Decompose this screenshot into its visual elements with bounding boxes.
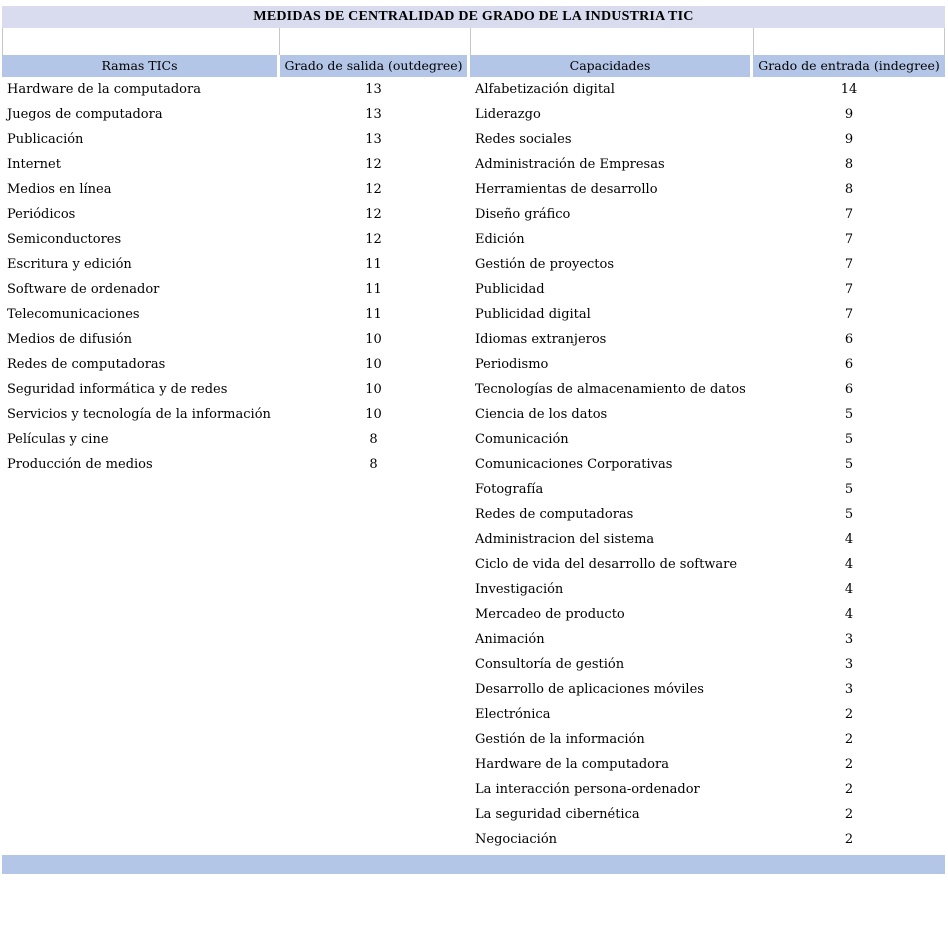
capacidad-label: Gestión de proyectos xyxy=(475,257,615,272)
capacidad-label: Tecnologías de almacenamiento de datos xyxy=(475,382,746,397)
outdegree-value: 10 xyxy=(365,407,382,422)
table-row xyxy=(470,352,945,377)
table-row xyxy=(470,452,945,477)
indegree-value: 7 xyxy=(844,257,854,272)
header-row xyxy=(2,55,945,77)
indegree-value: 3 xyxy=(844,682,854,697)
indegree-value: 2 xyxy=(844,807,854,822)
outdegree-value: 10 xyxy=(365,332,382,347)
outdegree-value: 13 xyxy=(365,107,382,122)
capacidad-label: Comunicaciones Corporativas xyxy=(475,457,673,472)
outdegree-value: 13 xyxy=(365,132,382,147)
indegree-value: 8 xyxy=(844,182,854,197)
table-row xyxy=(470,227,945,252)
capacidad-label: Comunicación xyxy=(475,432,569,447)
spacer-cell xyxy=(2,28,280,55)
indegree-value: 6 xyxy=(844,332,854,347)
capacidad-label: Alfabetización digital xyxy=(475,82,615,97)
capacidad-label: Diseño gráfico xyxy=(475,207,571,222)
table-row xyxy=(2,177,467,202)
rama-label: Juegos de computadora xyxy=(7,107,163,122)
table-row xyxy=(2,327,467,352)
table-row xyxy=(2,227,467,252)
indegree-value: 2 xyxy=(844,782,854,797)
indegree-value: 9 xyxy=(844,132,854,147)
spacer-cell xyxy=(280,28,471,55)
table-row xyxy=(470,277,945,302)
table-row xyxy=(470,752,945,777)
capacidad-label: Idiomas extranjeros xyxy=(475,332,607,347)
outdegree-value: 8 xyxy=(369,432,378,447)
indegree-value: 5 xyxy=(844,407,854,422)
table-row xyxy=(470,427,945,452)
table-row xyxy=(2,277,467,302)
capacidad-label: Desarrollo de aplicaciones móviles xyxy=(475,682,704,697)
table-row xyxy=(470,777,945,802)
outdegree-value: 12 xyxy=(365,207,382,222)
table-row xyxy=(2,77,467,102)
rama-label: Películas y cine xyxy=(7,432,109,447)
table-row xyxy=(470,152,945,177)
table-row xyxy=(470,702,945,727)
capacidad-label: Edición xyxy=(475,232,525,247)
table-row xyxy=(2,377,467,402)
indegree-value: 2 xyxy=(844,757,854,772)
table-row xyxy=(2,427,467,452)
table-row xyxy=(470,527,945,552)
table-row xyxy=(2,127,467,152)
table-row xyxy=(470,552,945,577)
table-row xyxy=(470,302,945,327)
capacidad-label: Electrónica xyxy=(475,707,551,722)
table-row xyxy=(470,827,945,852)
capacidad-label: La seguridad cibernética xyxy=(475,807,640,822)
table-row xyxy=(470,202,945,227)
table-row xyxy=(2,252,467,277)
outdegree-value: 10 xyxy=(365,357,382,372)
outdegree-value: 13 xyxy=(365,82,382,97)
indegree-value: 3 xyxy=(844,657,854,672)
capacidades-table-body xyxy=(467,77,945,852)
table-row xyxy=(2,202,467,227)
indegree-value: 7 xyxy=(844,232,854,247)
indegree-value: 8 xyxy=(844,157,854,172)
indegree-value: 14 xyxy=(840,82,858,97)
indegree-value: 9 xyxy=(844,107,854,122)
rama-label: Medios de difusión xyxy=(7,332,132,347)
capacidad-label: Mercadeo de producto xyxy=(475,607,625,622)
indegree-value: 4 xyxy=(844,607,854,622)
capacidad-label: Redes de computadoras xyxy=(475,507,634,522)
table-row xyxy=(470,402,945,427)
capacidad-label: Publicidad digital xyxy=(475,307,591,322)
capacidad-label: Investigación xyxy=(475,582,564,597)
outdegree-value: 10 xyxy=(365,382,382,397)
ramas-table-body xyxy=(2,77,467,477)
table-row xyxy=(470,602,945,627)
indegree-value: 7 xyxy=(844,307,854,322)
rama-label: Software de ordenador xyxy=(7,282,160,297)
indegree-value: 5 xyxy=(844,432,854,447)
header-cell-ramas: Ramas TICs xyxy=(2,55,277,77)
centrality-table xyxy=(2,6,945,874)
spacer-cell xyxy=(754,28,945,55)
indegree-value: 2 xyxy=(844,732,854,747)
table-row xyxy=(2,102,467,127)
header-cell-indegree: Grado de entrada (indegree) xyxy=(753,55,945,77)
rama-label: Hardware de la computadora xyxy=(7,82,201,97)
rama-label: Redes de computadoras xyxy=(7,357,166,372)
table-row xyxy=(470,727,945,752)
outdegree-value: 12 xyxy=(365,157,382,172)
capacidad-label: Administracion del sistema xyxy=(475,532,655,547)
outdegree-value: 8 xyxy=(369,457,378,472)
outdegree-value: 11 xyxy=(365,307,382,322)
capacidad-label: Gestión de la información xyxy=(475,732,645,747)
rama-label: Producción de medios xyxy=(7,457,153,472)
indegree-value: 2 xyxy=(844,707,854,722)
outdegree-value: 12 xyxy=(365,232,382,247)
outdegree-value: 12 xyxy=(365,182,382,197)
capacidad-label: Fotografía xyxy=(475,482,544,497)
indegree-value: 5 xyxy=(844,482,854,497)
table-row xyxy=(470,102,945,127)
rama-label: Escritura y edición xyxy=(7,257,132,272)
table-row xyxy=(2,152,467,177)
indegree-value: 6 xyxy=(844,382,854,397)
outdegree-value: 11 xyxy=(365,257,382,272)
rama-label: Seguridad informática y de redes xyxy=(7,382,228,397)
footer-bar xyxy=(2,855,945,874)
rama-label: Publicación xyxy=(7,132,84,147)
table-row xyxy=(2,352,467,377)
indegree-value: 2 xyxy=(844,832,854,847)
capacidad-label: Publicidad xyxy=(475,282,545,297)
capacidad-label: Hardware de la computadora xyxy=(475,757,669,772)
rama-label: Servicios y tecnología de la información xyxy=(7,407,271,422)
capacidad-label: La interacción persona-ordenador xyxy=(475,782,700,797)
table-row xyxy=(470,577,945,602)
capacidad-label: Consultoría de gestión xyxy=(475,657,625,672)
capacidad-label: Periodismo xyxy=(475,357,549,372)
rama-label: Medios en línea xyxy=(7,182,112,197)
capacidad-label: Ciencia de los datos xyxy=(475,407,608,422)
indegree-value: 7 xyxy=(844,207,854,222)
indegree-value: 4 xyxy=(844,532,854,547)
capacidad-label: Liderazgo xyxy=(475,107,541,122)
spacer-cell xyxy=(471,28,754,55)
capacidad-label: Ciclo de vida del desarrollo de software xyxy=(475,557,738,572)
indegree-value: 5 xyxy=(844,457,854,472)
table-row xyxy=(470,802,945,827)
indegree-value: 4 xyxy=(844,582,854,597)
table-row xyxy=(470,477,945,502)
header-cell-outdegree: Grado de salida (outdegree) xyxy=(280,55,467,77)
table-row xyxy=(470,502,945,527)
table-row xyxy=(470,627,945,652)
table-title: MEDIDAS DE CENTRALIDAD DE GRADO DE LA INDUSTRIA TIC xyxy=(2,6,945,28)
capacidad-label: Redes sociales xyxy=(475,132,572,147)
rama-label: Periódicos xyxy=(7,207,76,222)
table-row xyxy=(470,127,945,152)
table-row xyxy=(470,252,945,277)
rama-label: Internet xyxy=(7,157,61,172)
table-row xyxy=(2,452,467,477)
header-cell-capacidades: Capacidades xyxy=(470,55,750,77)
table-row xyxy=(470,652,945,677)
outdegree-value: 11 xyxy=(365,282,382,297)
rama-label: Telecomunicaciones xyxy=(7,307,140,322)
table-row xyxy=(470,327,945,352)
spacer-row xyxy=(2,28,945,55)
capacidad-label: Animación xyxy=(475,632,545,647)
table-row xyxy=(470,77,945,102)
capacidad-label: Administración de Empresas xyxy=(475,157,665,172)
table-row xyxy=(470,177,945,202)
capacidad-label: Herramientas de desarrollo xyxy=(475,182,658,197)
table-row xyxy=(470,677,945,702)
table-row xyxy=(2,402,467,427)
indegree-value: 3 xyxy=(844,632,854,647)
indegree-value: 6 xyxy=(844,357,854,372)
data-area xyxy=(2,77,945,852)
indegree-value: 7 xyxy=(844,282,854,297)
rama-label: Semiconductores xyxy=(7,232,122,247)
table-row xyxy=(470,377,945,402)
capacidad-label: Negociación xyxy=(475,832,558,847)
indegree-value: 4 xyxy=(844,557,854,572)
table-row xyxy=(2,302,467,327)
indegree-value: 5 xyxy=(844,507,854,522)
